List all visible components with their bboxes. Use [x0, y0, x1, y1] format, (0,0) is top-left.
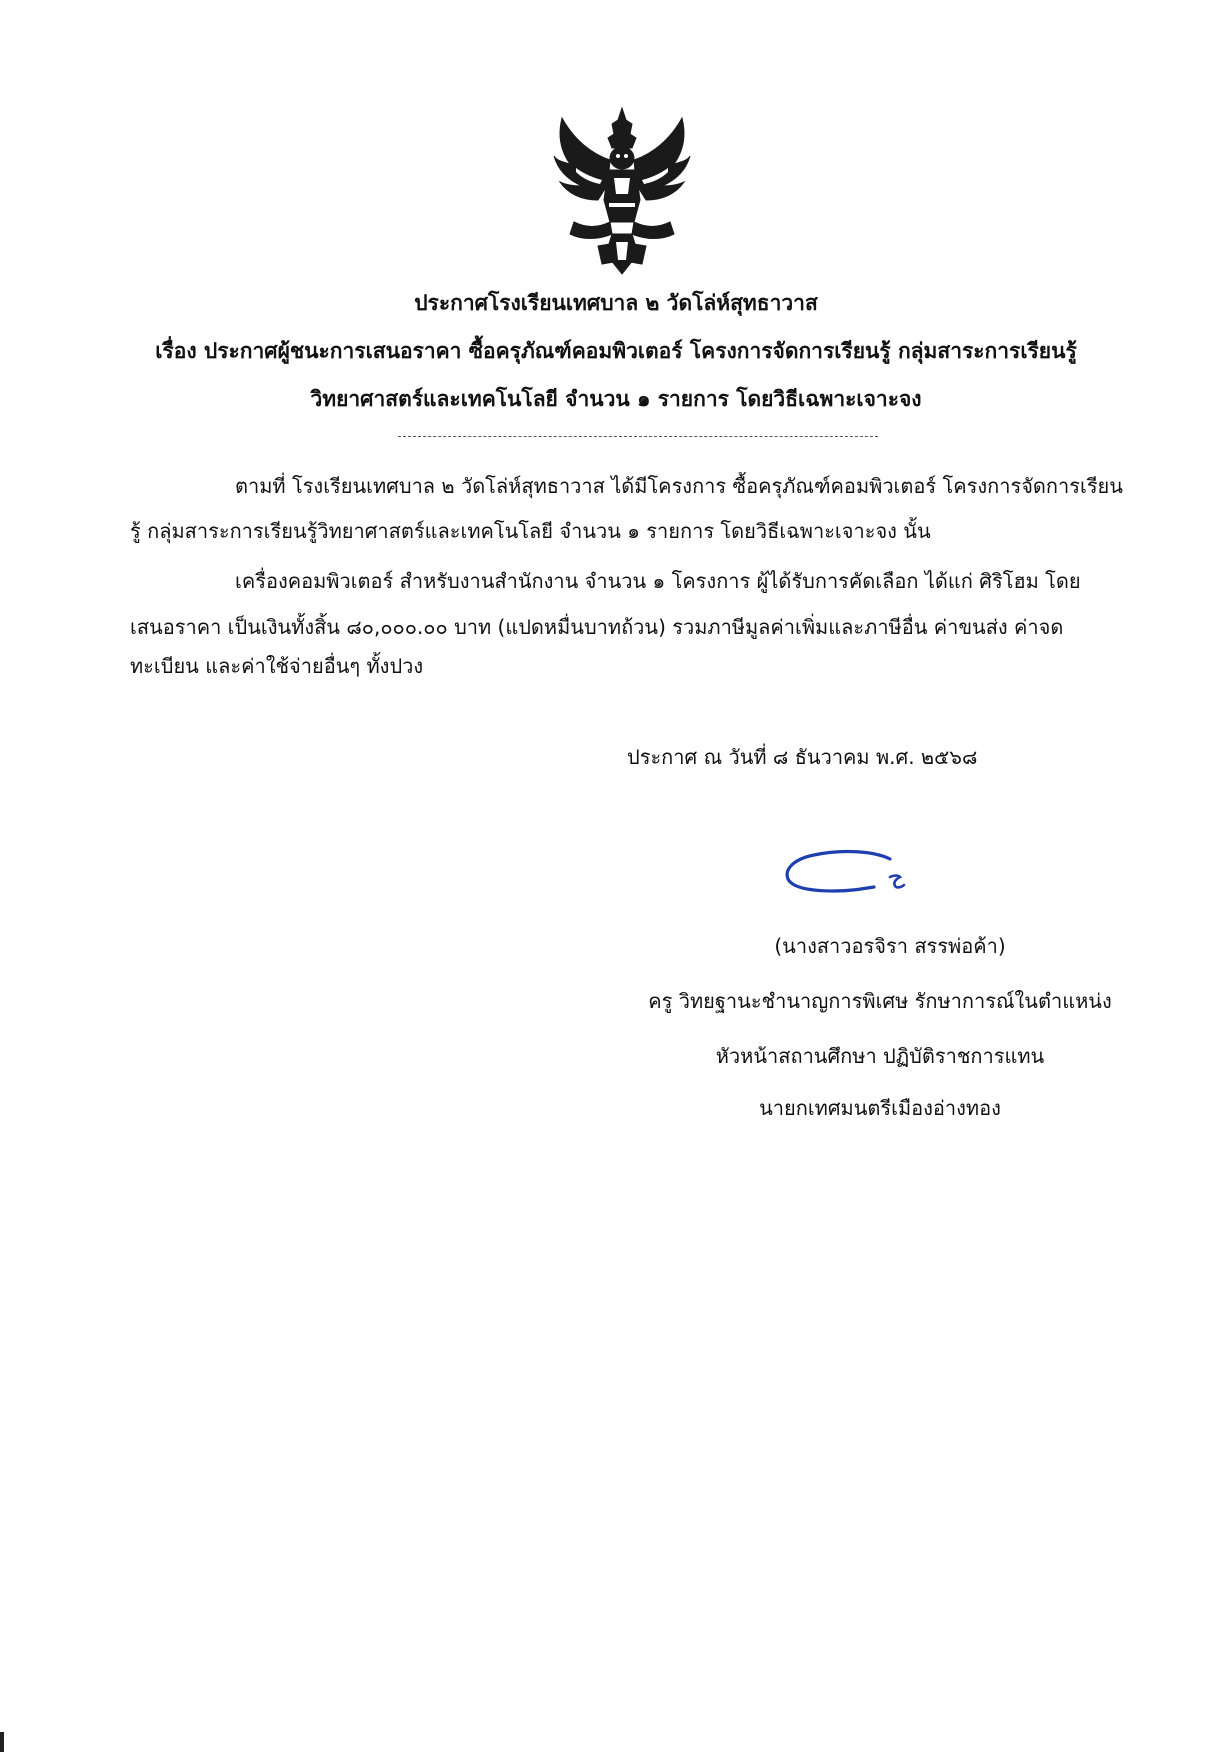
- announcement-subject: เรื่อง ประกาศผู้ชนะการเสนอราคา ซื้อครุภัณฑ์คอมพิวเตอร์ โครงการจัดการเรียนรู้ กลุ่มสาระการเรียนรู้: [155, 339, 1077, 363]
- scan-edge-mark: [0, 1732, 4, 1752]
- signatory-name: (นางสาวอรจิรา สรรพ่อค้า): [774, 934, 1006, 958]
- paragraph-2-line-3: ทะเบียน และค่าใช้จ่ายอื่นๆ ทั้งปวง: [130, 654, 424, 678]
- garuda-emblem-icon: [552, 104, 692, 278]
- paragraph-1-line-1: ตามที่ โรงเรียนเทศบาล ๒ วัดโล่ห์สุทธาวาส ได้มีโครงการ ซื้อครุภัณฑ์คอมพิวเตอร์ โครงการจัดการเรียน: [235, 474, 1123, 498]
- signatory-position-1: ครู วิทยฐานะชำนาญการพิเศษ รักษาการณ์ในตำแหน่ง: [648, 989, 1112, 1013]
- announcement-subject-continued: วิทยาศาสตร์และเทคโนโลยี จำนวน ๑ รายการ โดยวิธีเฉพาะเจาะจง: [310, 387, 922, 411]
- announcement-date: ประกาศ ณ วันที่ ๘ ธันวาคม พ.ศ. ๒๕๖๘: [627, 745, 978, 769]
- paragraph-1-line-2: รู้ กลุ่มสาระการเรียนรู้วิทยาศาสตร์และเทคโนโลยี จำนวน ๑ รายการ โดยวิธีเฉพาะเจาะจง นั้น: [130, 519, 931, 543]
- handwritten-signature-icon: [778, 845, 918, 905]
- paragraph-2-line-2: เสนอราคา เป็นเงินทั้งสิ้น ๘๐,๐๐๐.๐๐ บาท (แปดหมื่นบาทถ้วน) รวมภาษีมูลค่าเพิ่มและภาษีอื่น ค่าขนส่ง ค่าจด: [130, 615, 1064, 639]
- announcement-title: ประกาศโรงเรียนเทศบาล ๒ วัดโล่ห์สุทธาวาส: [414, 291, 818, 315]
- paragraph-2-line-1: เครื่องคอมพิวเตอร์ สำหรับงานสำนักงาน จำนวน ๑ โครงการ ผู้ได้รับการคัดเลือก ได้แก่ ศิริโฮม โดย: [235, 569, 1081, 593]
- signatory-position-3: นายกเทศมนตรีเมืองอ่างทอง: [759, 1096, 1001, 1120]
- signatory-position-2: หัวหน้าสถานศึกษา ปฏิบัติราชการแทน: [715, 1044, 1045, 1068]
- header-divider: [398, 436, 878, 437]
